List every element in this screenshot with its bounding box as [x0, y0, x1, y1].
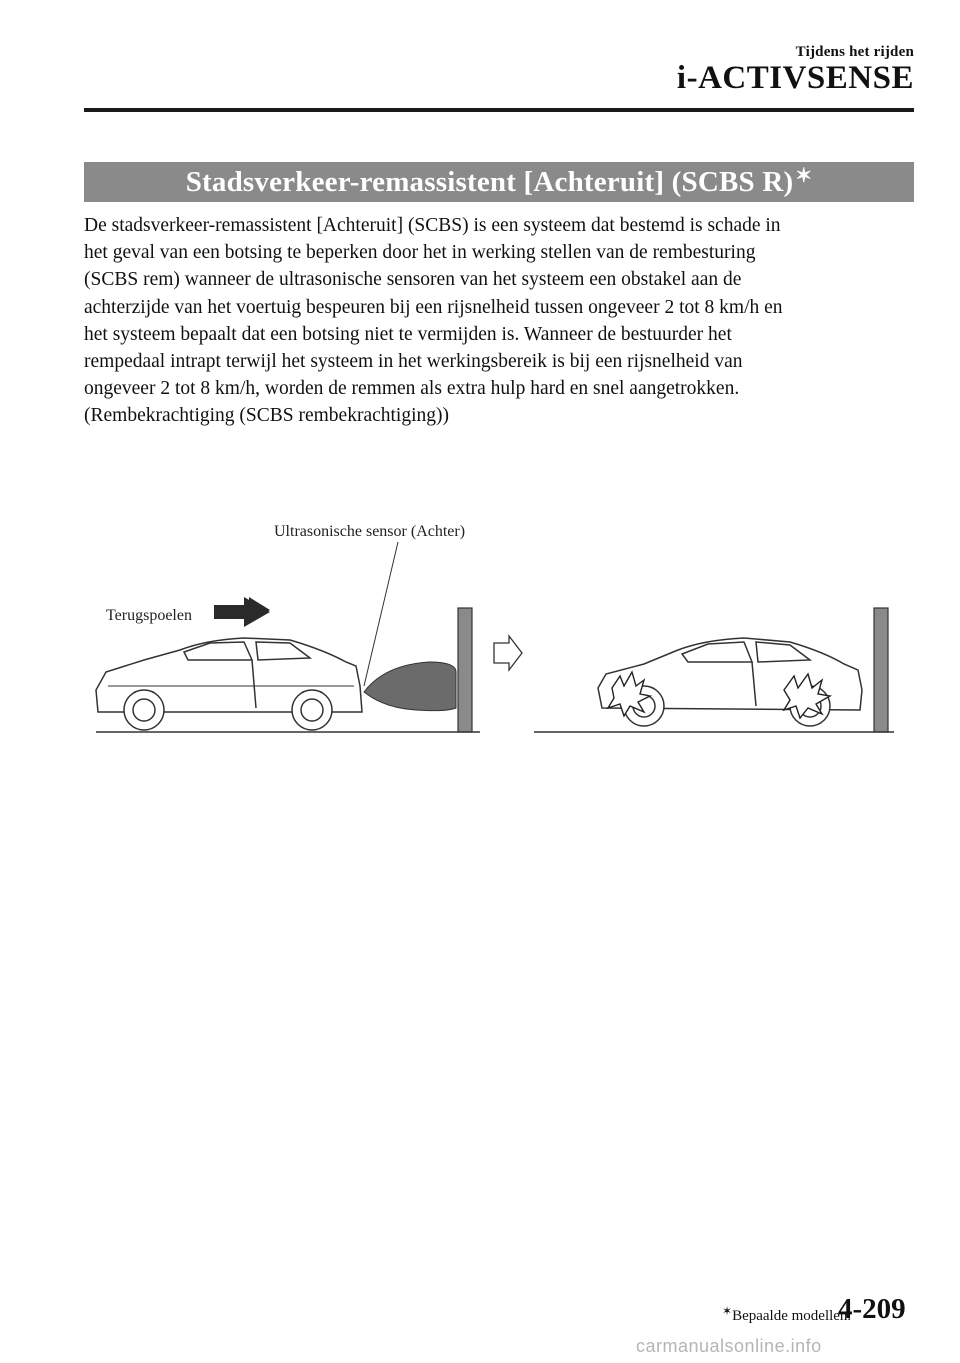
watermark: carmanualsonline.info: [636, 1336, 822, 1356]
sensor-label: Ultrasonische sensor (Achter): [274, 523, 466, 540]
car-hub-rear: [301, 699, 323, 721]
page-number: 4-209: [838, 1293, 906, 1325]
body-line: (SCBS rem) wanneer de ultrasonische sensoren van het systeem een obstakel aan de: [84, 269, 742, 291]
header-rule: [84, 108, 914, 112]
body-line: het geval van een botsing te beperken door het in werking stellen van de rembesturing: [84, 242, 756, 264]
footer-note: [722, 1304, 852, 1325]
optional-equipment-star-icon: ✶: [795, 164, 813, 187]
body-line: De stadsverkeer-remassistent [Achteruit] (SCBS) is een systeem dat bestemd is schade in: [84, 215, 781, 236]
body-line: (Rembekrachtiging (SCBS rembekrachtiging)): [84, 405, 449, 427]
section-title: Stadsverkeer-remassistent [Achteruit] (SCBS R): [185, 165, 794, 198]
reverse-label: Terugspoelen: [106, 607, 192, 624]
car-hub-front: [133, 699, 155, 721]
scbs-r-illustration: [84, 500, 914, 760]
reverse-arrow-shape: [214, 597, 270, 627]
sensor-detection-area: [364, 662, 456, 711]
obstacle-wall-right: [874, 608, 888, 732]
body-paragraph: [84, 212, 924, 430]
body-line: het systeem bepaalt dat een botsing niet te vermijden is. Wanneer de bestuurder het: [84, 323, 732, 345]
scene-after-braking: [534, 608, 894, 732]
body-line: achterzijde van het voertuig bespeuren bij een rijsnelheid tussen ongeveer 2 tot 8 km/h en: [84, 296, 783, 318]
sensor-leader-line: [364, 542, 398, 686]
obstacle-wall: [458, 608, 472, 732]
section-title-band: [84, 162, 914, 202]
footnote-star-icon: ✶: [722, 1304, 733, 1318]
running-header-section: Tijdens het rijden: [795, 44, 914, 60]
car-reversing: [96, 638, 362, 730]
body-line: rempedaal intrapt terwijl het systeem in het werkingsbereik is bij een rijsnelheid van: [84, 351, 743, 373]
scene-before-braking: [96, 523, 480, 732]
transition-arrow-icon: [494, 636, 522, 670]
body-line: ongeveer 2 tot 8 km/h, worden de remmen als extra hulp hard en snel aangetrokken.: [84, 378, 740, 400]
car-braking: [598, 638, 862, 726]
footnote-text: Bepaalde modellen.: [732, 1308, 852, 1324]
running-header-chapter: i-ACTIVSENSE: [676, 60, 914, 96]
